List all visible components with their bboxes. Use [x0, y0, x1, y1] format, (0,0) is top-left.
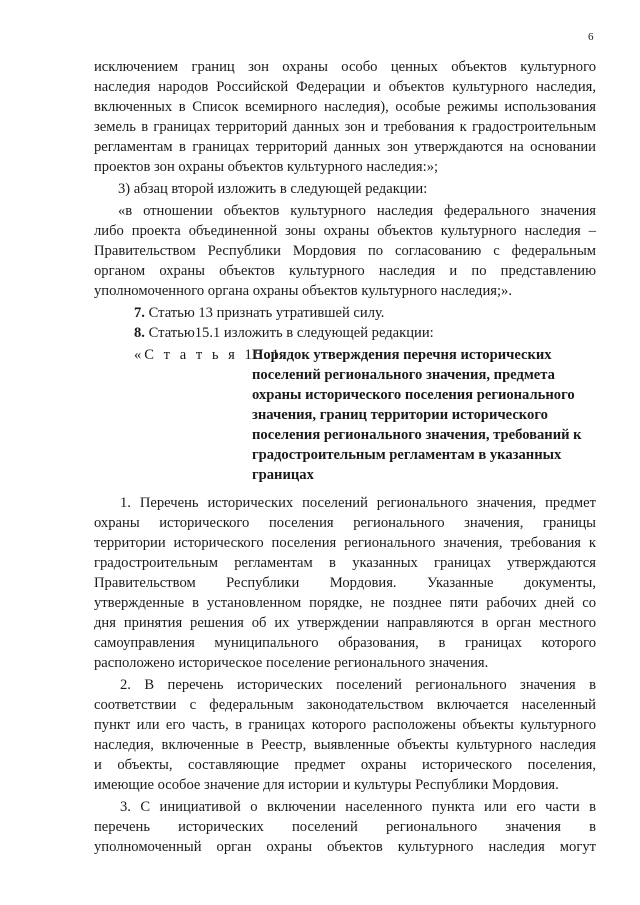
text-line: и объекты, составляющие предмет охраны исторического поселения, [94, 757, 596, 773]
item-8-number: 8. [134, 325, 145, 341]
text-line: исключением границ зон охраны особо ценных объектов культурного [94, 59, 596, 75]
article-title-line: поселений регионального значения, предмета [252, 367, 555, 383]
item-8-line [134, 324, 596, 342]
text-line: либо проекта объединенной зоны охраны объектов культурного наследия – [94, 223, 596, 239]
text-line: перечень исторических поселений регионального значения в [94, 819, 596, 835]
text-line: «в отношении объектов культурного наследия федерального значения [118, 203, 596, 219]
text-line: 3. С инициативой о включении населенного пункта или его части в [120, 799, 596, 815]
article-title-line: поселения регионального значения, требований к [252, 427, 582, 443]
text-line: территории исторического поселения регионального значения, требования к [94, 535, 596, 551]
text-line: органом охраны объектов культурного наследия и по представлению [94, 263, 596, 279]
text-line: регламентам в границах территорий данных зон утверждаются на основании [94, 139, 596, 155]
text-line: расположено историческое поселение регионального значения. [94, 655, 489, 671]
text-line: пункт или его часть, в границах которого расположены объекты культурного [94, 717, 596, 733]
item-7-line [134, 304, 596, 322]
text-line: наследия народов Российской Федерации и объектов культурного наследия, [94, 79, 596, 95]
text-line: охраны исторического поселения регионального значения, границы [94, 515, 596, 531]
text-line: Правительством Республики Мордовия по согласованию с федеральным [94, 243, 596, 259]
text-line: включенных в Список всемирного наследия), особые режимы использования [94, 99, 596, 115]
text-line: 2. В перечень исторических поселений регионального значения в [120, 677, 596, 693]
text-line: проектов зон охраны объектов культурного наследия:»; [94, 159, 439, 175]
item-7-text: Статью 13 признать утратившей силу. [148, 305, 385, 321]
text-line: дня принятия решения об их утверждении направляются в орган местного [94, 615, 596, 631]
article-title-line: значения, границ территории исторического [252, 407, 548, 423]
item-3-line: 3) абзац второй изложить в следующей редакции: [118, 181, 428, 197]
text-line: градостроительным регламентам в указанных границах утверждаются [94, 555, 596, 571]
text-line: Правительством Республики Мордовия. Указанные документы, [94, 575, 596, 591]
page-number: 6 [588, 31, 594, 43]
article-label [134, 346, 289, 364]
text-line: наследия, включенные в Реестр, выявленные объекты культурного наследия [94, 737, 596, 753]
text-line: соответствии с федеральным законодательством включается населенный [94, 697, 596, 713]
item-7-number: 7. [134, 305, 145, 321]
text-line: 1. Перечень исторических поселений регионального значения, предмет [120, 495, 596, 511]
text-line: уполномоченного органа охраны объектов культурного наследия;». [94, 283, 512, 299]
article-title-line: градостроительным регламентам в указанных [252, 447, 562, 463]
text-line: уполномоченный орган охраны объектов культурного наследия могут [94, 839, 596, 855]
article-title-line: границах [252, 467, 314, 483]
text-line: утвержденные в установленном порядке, не позднее пяти рабочих дней со [94, 595, 596, 611]
text-line: земель в границах территорий данных зон и требования к градостроительным [94, 119, 596, 135]
text-line: имеющие особое значение для истории и культуры Республики Мордовия. [94, 777, 559, 793]
article-label-text: «С т а т ь я 15.1. [134, 347, 289, 363]
item-8-text: Статью15.1 изложить в следующей редакции: [148, 325, 434, 341]
text-line: самоуправления муниципального образования, в границах которого [94, 635, 596, 651]
article-title-line: Порядок утверждения перечня исторических [252, 347, 552, 363]
article-title-line: охраны исторического поселения регионального [252, 387, 575, 403]
